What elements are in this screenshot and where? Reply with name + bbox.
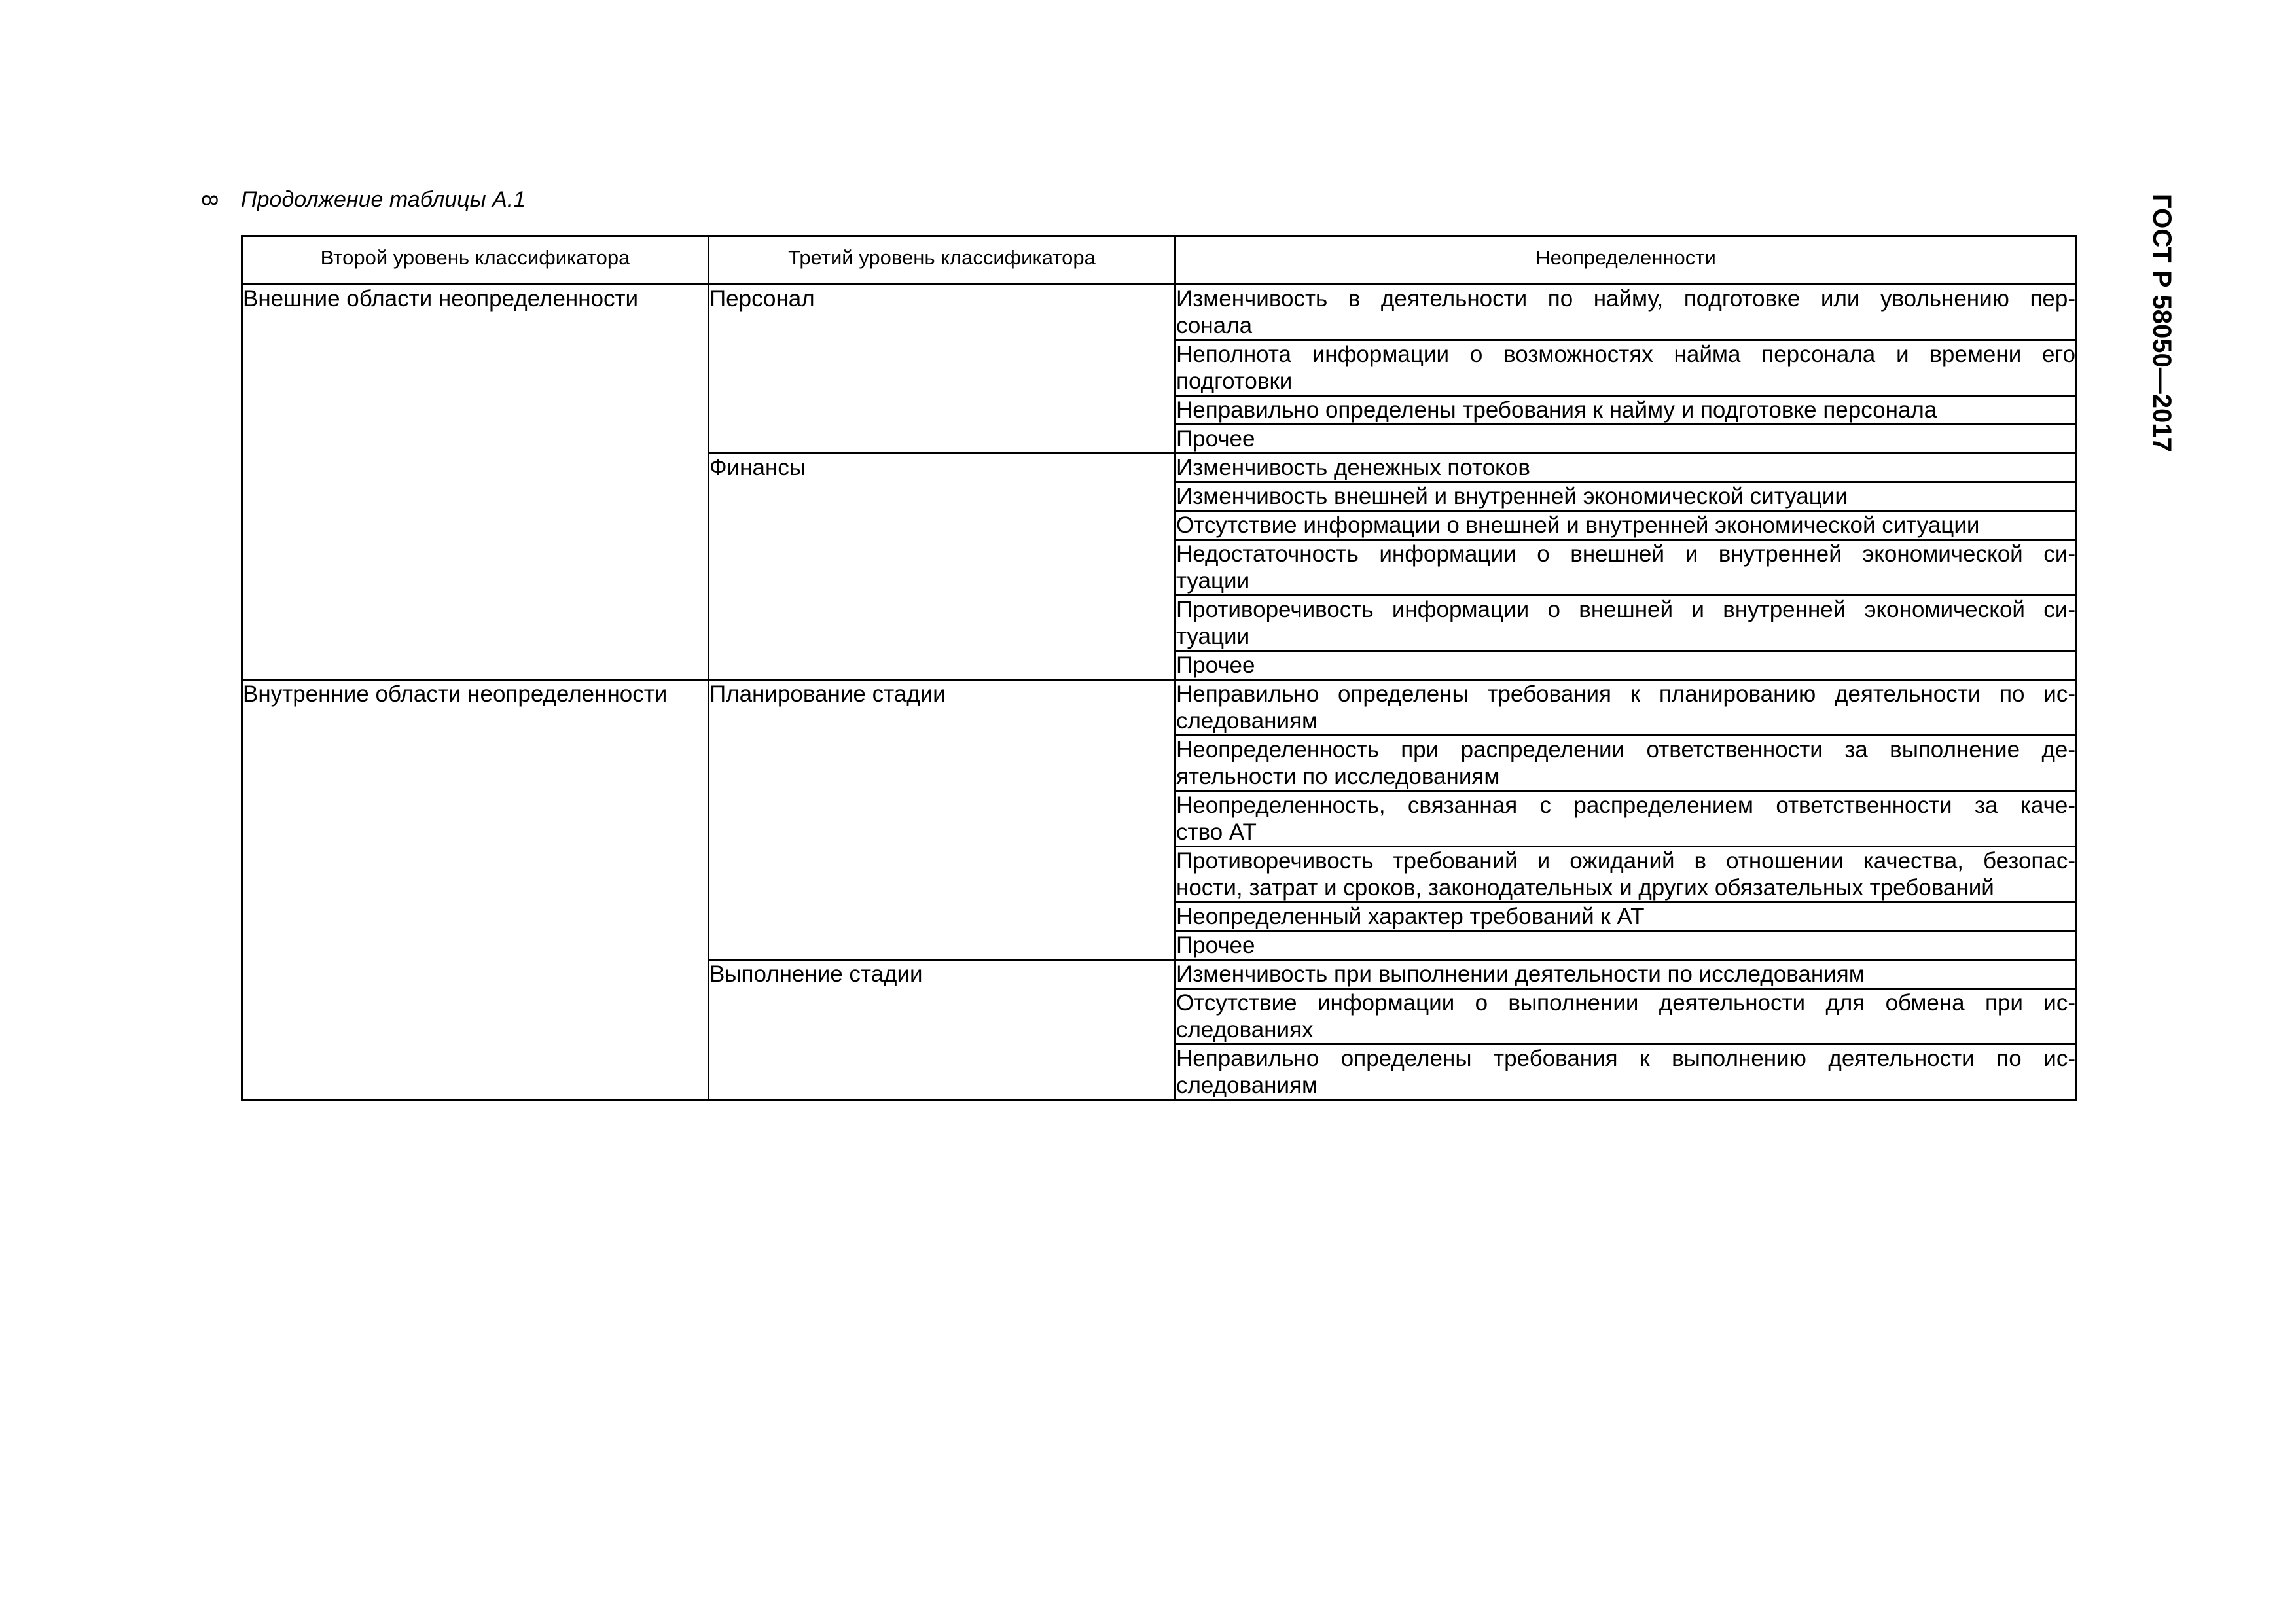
- uncertainty-text-line: Прочее: [1176, 652, 1255, 678]
- uncertainty-cell: [1175, 988, 2077, 1044]
- level3-cell: Планирование стадии: [709, 679, 1175, 959]
- uncertainty-text-line: Неопределенный характер требований к АТ: [1176, 903, 1645, 929]
- uncertainty-cell: [1175, 902, 2077, 931]
- uncertainty-text-line: следованиях: [1176, 1016, 1314, 1043]
- level3-cell: Финансы: [709, 453, 1175, 679]
- uncertainty-text-line: ности, затрат и сроков, законодательных и других обязательных требований: [1176, 874, 1994, 901]
- uncertainty-text-line: туации: [1176, 623, 1250, 649]
- level2-cell: Внутренние области неопределенности: [242, 679, 709, 1099]
- uncertainty-cell: [1175, 735, 2077, 791]
- uncertainty-cell: [1175, 424, 2077, 453]
- uncertainty-text-line: Неправильно определены требования к планированию деятельности по ис-: [1176, 681, 2075, 707]
- uncertainty-cell: [1175, 846, 2077, 902]
- uncertainty-cell: [1175, 284, 2077, 340]
- table-row: [242, 284, 2077, 340]
- header-separator: [242, 279, 2077, 285]
- table-caption: Продолжение таблицы А.1: [241, 187, 526, 212]
- header-level2: Второй уровень классификатора: [242, 236, 709, 279]
- uncertainty-text-line: Недостаточность информации о внешней и внутренней экономической си-: [1176, 541, 2075, 567]
- uncertainty-text-line: Неполнота информации о возможностях найма персонала и времени его: [1176, 341, 2075, 367]
- header-separator-cell: [242, 279, 709, 285]
- uncertainty-text-line: Неправильно определены требования к найму и подготовке персонала: [1176, 397, 1937, 423]
- table-row: [242, 679, 2077, 735]
- uncertainty-text-line: Прочее: [1176, 932, 1255, 958]
- uncertainty-text-line: Отсутствие информации о внешней и внутренней экономической ситуации: [1176, 512, 1980, 538]
- uncertainty-text-line: следованиям: [1176, 707, 1318, 734]
- page-number: 8: [197, 194, 222, 207]
- level2-cell: Внешние области неопределенности: [242, 284, 709, 679]
- uncertainty-text-line: Изменчивость в деятельности по найму, подготовке или увольнению пер-: [1176, 285, 2075, 312]
- uncertainty-text-line: Неопределенность при распределении ответственности за выполнение де-: [1176, 736, 2075, 762]
- uncertainty-text-line: Отсутствие информации о выполнении деятельности для обмена при ис-: [1176, 990, 2075, 1016]
- uncertainty-text-line: Неопределенность, связанная с распределением ответственности за каче-: [1176, 792, 2075, 818]
- uncertainty-text-line: Прочее: [1176, 425, 1255, 452]
- uncertainty-cell: [1175, 340, 2077, 395]
- uncertainty-text-line: Неправильно определены требования к выполнению деятельности по ис-: [1176, 1045, 2075, 1071]
- uncertainty-cell: [1175, 959, 2077, 988]
- uncertainty-cell: [1175, 453, 2077, 482]
- uncertainty-text-line: туации: [1176, 567, 1250, 594]
- header-separator-cell: [1175, 279, 2077, 285]
- uncertainty-cell: [1175, 539, 2077, 595]
- level3-cell: Персонал: [709, 284, 1175, 453]
- document-code: ГОСТ Р 58050—2017: [2147, 194, 2176, 452]
- header-uncertainties: Неопределенности: [1175, 236, 2077, 279]
- uncertainty-cell: [1175, 931, 2077, 959]
- header-separator-cell: [709, 279, 1175, 285]
- uncertainty-text-line: ство АТ: [1176, 819, 1257, 845]
- uncertainty-cell: [1175, 595, 2077, 651]
- uncertainty-text-line: Изменчивость денежных потоков: [1176, 454, 1530, 480]
- uncertainty-text-line: подготовки: [1176, 368, 1293, 394]
- uncertainty-cell: [1175, 791, 2077, 846]
- uncertainty-text-line: ятельности по исследованиям: [1176, 763, 1500, 789]
- table-header-row: [242, 236, 2077, 279]
- uncertainty-text-line: Изменчивость при выполнении деятельности по исследованиям: [1176, 961, 1865, 987]
- uncertainty-cell: [1175, 510, 2077, 539]
- uncertainty-text-line: Противоречивость требований и ожиданий в отношении качества, безопас-: [1176, 847, 2075, 874]
- uncertainty-cell: [1175, 395, 2077, 424]
- uncertainty-cell: [1175, 482, 2077, 510]
- header-level3: Третий уровень классификатора: [709, 236, 1175, 279]
- uncertainty-text-line: следованиям: [1176, 1072, 1318, 1098]
- uncertainty-text-line: Изменчивость внешней и внутренней экономической ситуации: [1176, 483, 1848, 509]
- level3-cell: Выполнение стадии: [709, 959, 1175, 1099]
- uncertainty-cell: [1175, 679, 2077, 735]
- uncertainty-text-line: сонала: [1176, 312, 1253, 338]
- uncertainty-cell: [1175, 1044, 2077, 1099]
- uncertainty-cell: [1175, 651, 2077, 679]
- uncertainty-table: [241, 235, 2077, 1101]
- uncertainty-text-line: Противоречивость информации о внешней и внутренней экономической си-: [1176, 596, 2075, 622]
